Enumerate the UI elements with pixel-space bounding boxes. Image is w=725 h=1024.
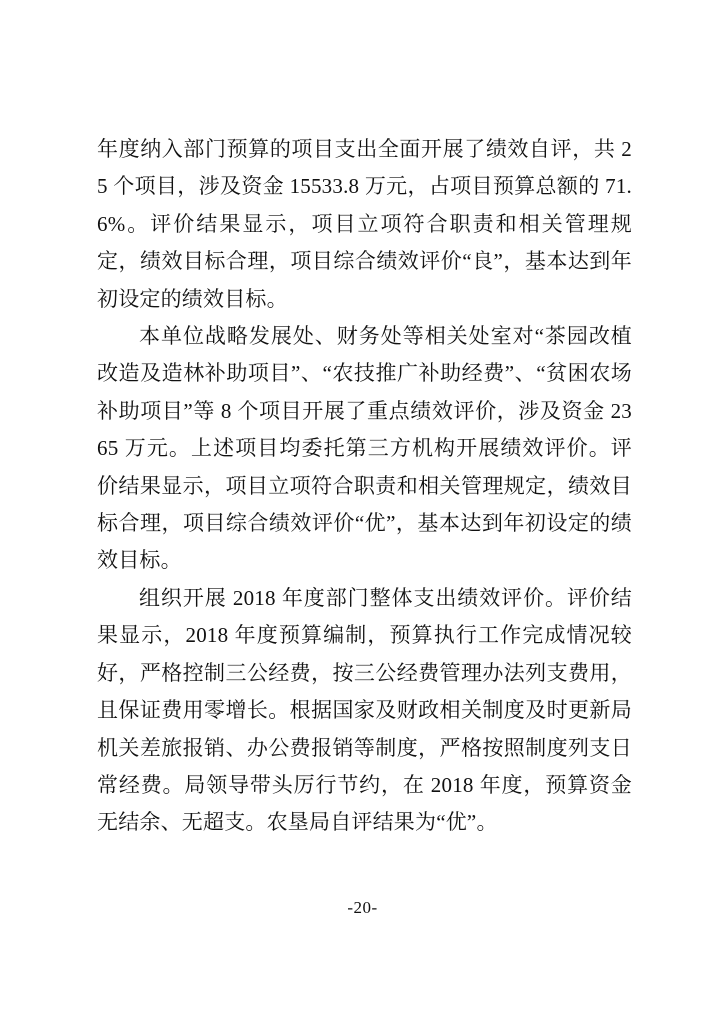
page-number: -20- [347,898,378,917]
paragraph-key-performance-evaluation: 本单位战略发展处、财务处等相关处室对“茶园改植改造及造林补助项目”、“农技推广补助经费”、“贫困农场补助项目”等 8 个项目开展了重点绩效评价，涉及资金 2365 万元。上述项目均委托第三方机构开展绩效评价。评价结果显示，项目立项符合职责和相关管理规定，绩效目标合理，项目综合绩效评价“优”，基本达到年初设定的绩效目标。 [97,324,632,573]
page-footer [0,898,725,918]
paragraph-overall-expenditure-evaluation: 组织开展 2018 年度部门整体支出绩效评价。评价结果显示，2018 年度预算编制，预算执行工作完成情况较好，严格控制三公经费，按三公经费管理办法列支费用，且保证费用零增长。根据国家及财政相关制度及时更新局机关差旅报销、办公费报销等制度，严格按照制度列支日常经费。局领导带头厉行节约，在 2018 年度，预算资金无结余、无超支。农垦局自评结果为“优”。 [97,585,632,835]
document-body [97,131,632,842]
paragraph-project-self-evaluation: 年度纳入部门预算的项目支出全面开展了绩效自评，共 25 个项目，涉及资金 15533.8 万元，占项目预算总额的 71.6%。评价结果显示，项目立项符合职责和相关管理规定，绩效目标合理，项目综合绩效评价“良”，基本达到年初设定的绩效目标。 [97,137,632,311]
